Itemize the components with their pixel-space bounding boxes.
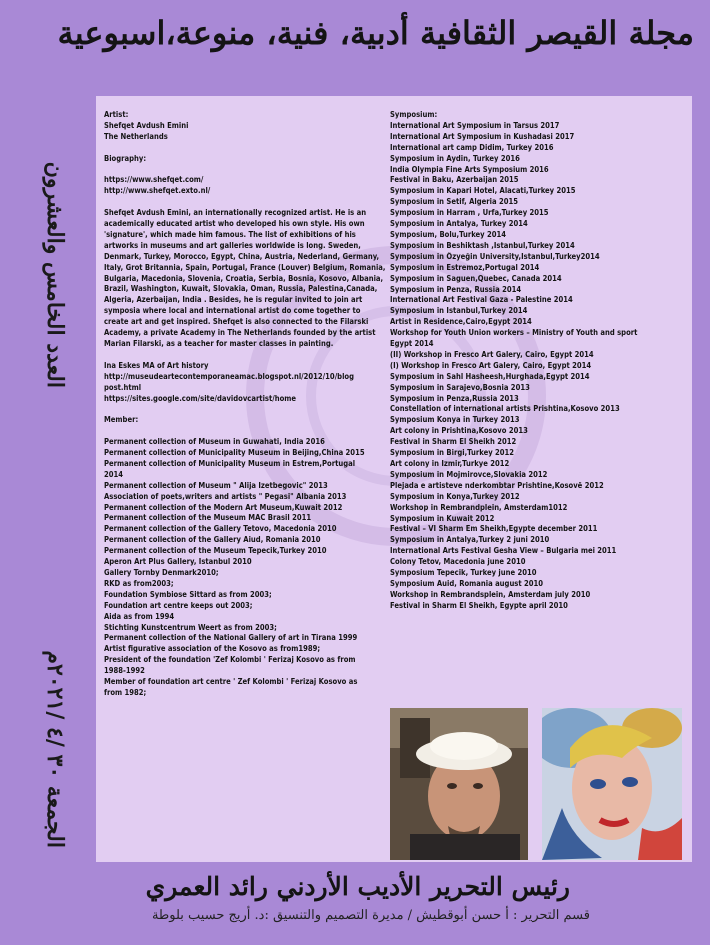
member-item: Aida as from 1994	[104, 611, 175, 621]
member-item: Permanent collection of Municipality Museum in Estrem,Portugal	[104, 458, 356, 468]
member-item: President of the foundation 'Zef Kolombi ' Ferizaj Kosovo as from	[104, 655, 356, 665]
symposium-item: Workshop in Rembrandsplein, Amsterdam july 2010	[390, 589, 591, 599]
symposium-item: Symposium in Konya,Turkey 2012	[390, 491, 520, 501]
symposium-item: Workshop in Rembrandplein, Amsterdam1012	[390, 502, 568, 512]
history-link[interactable]: https://sites.google.com/site/davidovcartist/home	[104, 393, 297, 403]
issue-date: الجمعة ٣٠ /٤ /٢٠٢١م	[42, 650, 68, 848]
symposium-item: Art colony in Prishtina,Kosovo 2013	[390, 426, 528, 436]
member-item: Permanent collection of Museum in Guwahati, India 2016	[104, 437, 325, 447]
member-item: Association of poets,writers and artists " Pegasi" Albania 2013	[104, 491, 347, 501]
symposium-item: Symposium in Beshiktash ,Istanbul,Turkey 2014	[390, 240, 575, 250]
right-column	[390, 110, 690, 612]
symposium-item: International Art Festival Gaza - Palestine 2014	[390, 295, 573, 305]
footer	[0, 862, 710, 945]
member-item: 1988-1992	[104, 666, 145, 676]
member-item: Aperon Art Plus Gallery, Istanbul 2010	[104, 557, 252, 567]
artist-photo	[390, 708, 528, 860]
symposium-item: Symposium Konya in Turkey 2013	[390, 415, 520, 425]
member-item: Permanent collection of the Modern Art Museum,Kuwait 2012	[104, 502, 343, 512]
symposium-item: Symposium in Kapari Hotel, Alacati,Turkey 2015	[390, 186, 576, 196]
symposium-item: Symposium in Antalya,Turkey 2 juni 2010	[390, 535, 550, 545]
symposium-item: Symposium in Antalya, Turkey 2014	[390, 219, 528, 229]
artwork-image	[542, 708, 682, 860]
member-item: Permanent collection of Municipality Museum in Beijing,China 2015	[104, 448, 365, 457]
symposium-item: Symposium in Aydin, Turkey 2016	[390, 153, 520, 163]
member-item: Foundation Symbiose Sittard as from 2003;	[104, 589, 272, 599]
symposium-item: Symposium in Penza,Russia 2013	[390, 393, 519, 403]
symposium-item: Symposium Auid, Romania august 2010	[390, 578, 544, 588]
history-link[interactable]: http://museudeartecontemporaneamac.blogspot.nl/2012/10/blog	[104, 371, 355, 381]
member-item: RKD as from2003;	[104, 578, 174, 588]
history-link[interactable]: post.html	[104, 382, 142, 392]
issue-number: العدد الخامس والعشرون	[42, 161, 68, 388]
symposium-item: Symposium in Özyeğin University,Istanbul,Turkey2014	[390, 251, 600, 261]
member-item: Member of foundation art centre ' Zef Kolombi ' Ferizaj Kosovo as	[104, 677, 358, 687]
member-item: Stichting Kunstcentrum Weert as from 2003;	[104, 622, 277, 632]
website-link[interactable]: http://www.shefqet.exto.nl/	[104, 186, 211, 196]
symposium-item: (II) Workshop in Fresco Art Galery, Cairo, Egypt 2014	[390, 349, 594, 359]
member-item: Permanent collection of the Gallery Tetovo, Macedonia 2010	[104, 524, 337, 534]
left-column	[104, 110, 386, 699]
symposium-item: Symposium, Bolu,Turkey 2014	[390, 229, 507, 239]
member-item: Permanent collection of the National Gallery of art in Tirana 1999	[104, 633, 358, 643]
editor-in-chief: رئيس التحرير الأديب الأردني رائد العمري	[145, 872, 570, 901]
symposium-item: Art colony in Izmir,Turkye 2012	[390, 459, 510, 468]
magazine-title: مجلة القيصر الثقافية أدبية، فنية، منوعة،اسبوعية	[57, 14, 694, 52]
symposium-heading: Symposium:	[390, 110, 438, 119]
symposium-item: Festival in Baku, Azerbaijan 2015	[390, 175, 519, 185]
symposium-item: Symposium in Kuwait 2012	[390, 513, 495, 523]
member-heading: Member:	[104, 415, 139, 425]
symposium-item: Festival – VI Sharm Em Sheikh,Egypte december 2011	[390, 524, 598, 534]
symposium-item: Symposium in Harram , Urfa,Turkey 2015	[390, 208, 549, 218]
symposium-item: Artist in Residence,Cairo,Egypt 2014	[390, 317, 532, 327]
symposium-item: Symposium in Setif, Algeria 2015	[390, 197, 518, 207]
symposium-item: Workshop for Youth Union workers – Ministry of Youth and sport	[390, 328, 638, 338]
symposium-item: Symposium in Birgi,Turkey 2012	[390, 448, 515, 458]
symposium-item: International art camp Didim, Turkey 2016	[390, 142, 554, 152]
symposium-item: Constellation of international artists Prishtina,Kosovo 2013	[390, 404, 620, 414]
member-item: Gallery Tornby Denmark2010;	[104, 567, 219, 577]
masthead	[0, 0, 710, 100]
member-item: Permanent collection of the Museum Tepecik,Turkey 2010	[104, 546, 327, 556]
symposium-item: Symposium in Mojmirovce,Slovakia 2012	[390, 469, 548, 479]
member-item: Permanent collection of the Gallery Aiud, Romania 2010	[104, 535, 321, 545]
symposium-item: Symposium Tepecik, Turkey june 2010	[390, 568, 537, 578]
artist-heading: Artist:	[104, 110, 129, 119]
biography-heading: Biography:	[104, 153, 147, 163]
artist-name: Shefqet Avdush Emini	[104, 120, 189, 130]
symposium-item: Symposium in Saguen,Quebec, Canada 2014	[390, 273, 562, 283]
symposium-item: Symposium in Sahl Hasheesh,Hurghada,Egypt 2014	[390, 371, 590, 381]
member-item: 2014	[104, 469, 124, 479]
members-list	[104, 437, 386, 699]
symposium-item: Plejada e artisteve nderkombtar Prishtine,Kosovë 2012	[390, 480, 604, 490]
artist-country: The Netherlands	[104, 131, 168, 141]
symposium-item: Egypt 2014	[390, 339, 434, 349]
member-item: Permanent collection of Museum " Alija Izetbegovic" 2013	[104, 480, 328, 490]
history-author: Ina Eskes MA of Art history	[104, 360, 209, 370]
website-link[interactable]: https://www.shefqet.com/	[104, 175, 204, 185]
symposium-list	[390, 121, 690, 612]
member-item: Permanent collection of the Museum MAC Brasil 2011	[104, 513, 312, 523]
symposium-item: (I) Workshop in Fresco Art Galery, Cairo, Egypt 2014	[390, 360, 592, 370]
editorial-credits: قسم التحرير : أ حسن أبوقطيش / مديرة التصميم والتنسيق :د. أريج حسيب بلوطة	[151, 908, 590, 923]
symposium-item: Symposium in Istanbul,Turkey 2014	[390, 306, 528, 316]
symposium-item: Symposium in Sarajevo,Bosnia 2013	[390, 382, 530, 392]
symposium-item: Festival in Sharm El Sheikh, Egypte april 2010	[390, 600, 568, 610]
symposium-item: Symposium in Estremoz,Portugal 2014	[390, 262, 540, 272]
symposium-item: International Art Symposium in Tarsus 2017	[390, 120, 560, 130]
member-item: Foundation art centre keeps out 2003;	[104, 600, 253, 610]
symposium-item: International Art Symposium in Kushadasi 2017	[390, 131, 575, 141]
symposium-item: Symposium in Penza, Russia 2014	[390, 284, 522, 294]
member-item: Artist figurative association of the Kosovo as from1989;	[104, 644, 321, 654]
symposium-item: International Arts Festival Gesha View – Bulgaria mei 2011	[390, 546, 617, 556]
symposium-item: India Olympia Fine Arts Symposium 2016	[390, 164, 549, 174]
symposium-item: Colony Tetov, Macedonia june 2010	[390, 557, 526, 567]
symposium-item: Festival in Sharm El Sheikh 2012	[390, 437, 517, 447]
biography-text: Shefqet Avdush Emini, an internationally recognized artist. He is an academically educated artist who developed his own style. His own 'signature', which made him famous. The list of exhibitions of his artworks in museums and art galleries worldwide is long. Sweden, Denmark, Turkey, Morocco, Egypt, China, Austria, Nederland, Germany, Italy, Grot Britannia, Spain, Portugal, France (Louver) Belgium, Romania, Bulgaria, Macedonia, Slovenia, Croatia, Serbia, Bosnia, Kosovo, Albania, Brazil, Washington, Kuwait, Slovakia, Oman, Russia, Palestina,Canada, Algeria, Azerbaijan, India . Besides, he is regular invited to join art symposia where local and international artist do come together to create art and get inspired. Shefqet is also connected to the Filarski Academy, a private Academy in The Netherlands founded by the artist Marian Filarski, as a teacher for master classes in painting.	[104, 208, 386, 348]
member-item: from 1982;	[104, 687, 147, 697]
